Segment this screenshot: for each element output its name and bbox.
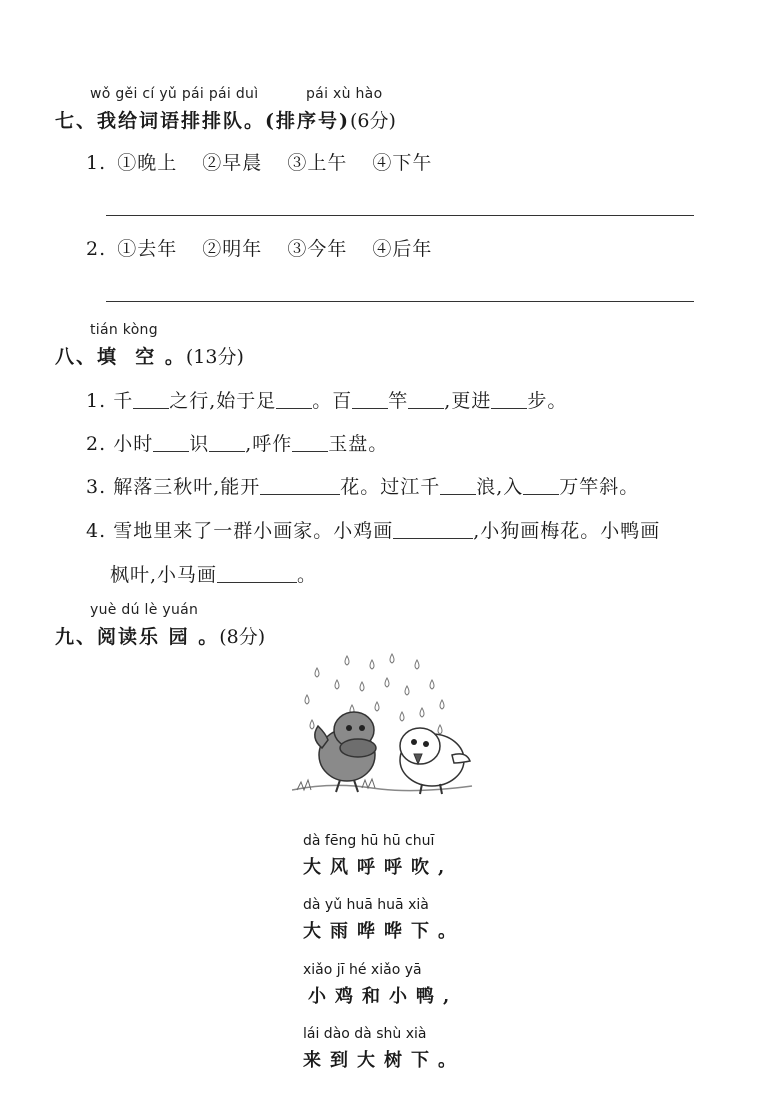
s8-q4-text: 雪地里来了一群小画家。小鸡画: [113, 520, 394, 542]
section8-heading: [55, 342, 244, 369]
poem-pinyin: lái dào dà shù xià: [303, 1026, 427, 1042]
poem-pinyin: dà fēng hū hū chuī: [303, 833, 435, 849]
s8-q1-text: ,更进: [444, 390, 492, 412]
fill-blank[interactable]: [393, 520, 473, 539]
s8-q2-text: 小时: [113, 433, 154, 455]
fill-blank[interactable]: [352, 390, 388, 409]
s7-q1-item: ④下午: [372, 152, 433, 174]
s8-q3-text: 万竿斜。: [559, 476, 640, 498]
fill-blank[interactable]: [153, 433, 189, 452]
rain-illustration: [292, 650, 482, 810]
poem-line: 大风呼呼吹,: [303, 857, 454, 878]
s8-q2-text: 识: [189, 433, 210, 455]
section7-pinyin-a: wǒ gěi cí yǔ pái pái duì: [90, 86, 259, 102]
s8-q2-num: 2.: [86, 433, 107, 455]
s8-q1-text: 竿: [388, 390, 409, 412]
s7-q1-item: ②早晨: [202, 152, 263, 174]
section7-score: (6分): [350, 110, 396, 132]
s7-q2-line: [86, 234, 432, 261]
section7-pinyin-b: pái xù hào: [306, 86, 383, 102]
s8-q4-text: 枫叶,小马画: [110, 564, 218, 586]
s8-q3-text: 花。过江千: [340, 476, 441, 498]
s7-q2-answer-line[interactable]: [106, 301, 694, 302]
fill-blank[interactable]: [440, 476, 476, 495]
section9-number: 九、: [55, 626, 98, 648]
s7-q1-item: ①晚上: [117, 152, 178, 174]
fill-blank[interactable]: [408, 390, 444, 409]
poem-pinyin: xiǎo jī hé xiǎo yā: [303, 962, 422, 978]
section8-score: (13分): [185, 346, 244, 368]
fill-blank[interactable]: [133, 390, 169, 409]
section9-score: (8分): [219, 626, 266, 648]
s8-q4-text: ,小狗画梅花。小鸭画: [473, 520, 661, 542]
s8-q1-text: 之行,始于足: [169, 390, 277, 412]
s8-q4-text: 。: [297, 564, 318, 586]
fill-blank[interactable]: [523, 476, 559, 495]
fill-blank[interactable]: [292, 433, 328, 452]
s7-q2-item: ④后年: [372, 238, 433, 260]
section7-heading: [55, 106, 396, 133]
chick-illustration: [400, 728, 470, 794]
s8-q2-line: [86, 429, 388, 456]
section8-number: 八、: [55, 346, 98, 368]
poem-pinyin: dà yǔ huā huā xià: [303, 897, 429, 913]
section8-title: 填 空 。: [97, 346, 186, 368]
s7-q2-item: ③今年: [287, 238, 348, 260]
fill-blank[interactable]: [276, 390, 312, 409]
rain-drop-icon: [305, 654, 444, 734]
s8-q1-num: 1.: [86, 390, 107, 412]
poem-line: 来到大树下。: [303, 1050, 465, 1071]
s8-q2-text: 玉盘。: [328, 433, 389, 455]
poem-line: 小鸡和小鸭,: [308, 986, 459, 1007]
s8-q3-num: 3.: [86, 476, 107, 498]
s7-q2-num: 2.: [86, 238, 107, 260]
section9-title: 阅读乐 园 。: [97, 626, 220, 648]
s7-q1-item: ③上午: [287, 152, 348, 174]
section9-pinyin: yuè dú lè yuán: [90, 602, 199, 618]
s8-q3-text: 浪,入: [476, 476, 524, 498]
s7-q2-item: ②明年: [202, 238, 263, 260]
section7-title: 我给词语排排队。(排序号): [97, 110, 350, 132]
s8-q3-text: 解落三秋叶,能开: [113, 476, 261, 498]
s8-q1-line: [86, 386, 567, 413]
section9-heading: [55, 622, 265, 649]
s7-q2-item: ①去年: [117, 238, 178, 260]
s7-q1-answer-line[interactable]: [106, 215, 694, 216]
s7-q1-line: [86, 148, 432, 175]
section7-number: 七、: [55, 110, 98, 132]
s8-q4-line: [86, 516, 660, 543]
s7-q1-num: 1.: [86, 152, 107, 174]
fill-blank[interactable]: [260, 476, 340, 495]
poem-line: 大雨哗哗下。: [303, 921, 465, 942]
fill-blank[interactable]: [209, 433, 245, 452]
section8-pinyin: tián kòng: [90, 322, 158, 338]
s8-q1-text: 。百: [312, 390, 353, 412]
s8-q4-num: 4.: [86, 520, 107, 542]
s8-q2-text: ,呼作: [245, 433, 293, 455]
s8-q1-text: 千: [113, 390, 134, 412]
s8-q3-line: [86, 472, 639, 499]
duckling-illustration: [315, 712, 376, 792]
fill-blank[interactable]: [491, 390, 527, 409]
s8-q1-text: 步。: [527, 390, 568, 412]
fill-blank[interactable]: [217, 564, 297, 583]
s8-q4-line-cont: [110, 560, 317, 587]
